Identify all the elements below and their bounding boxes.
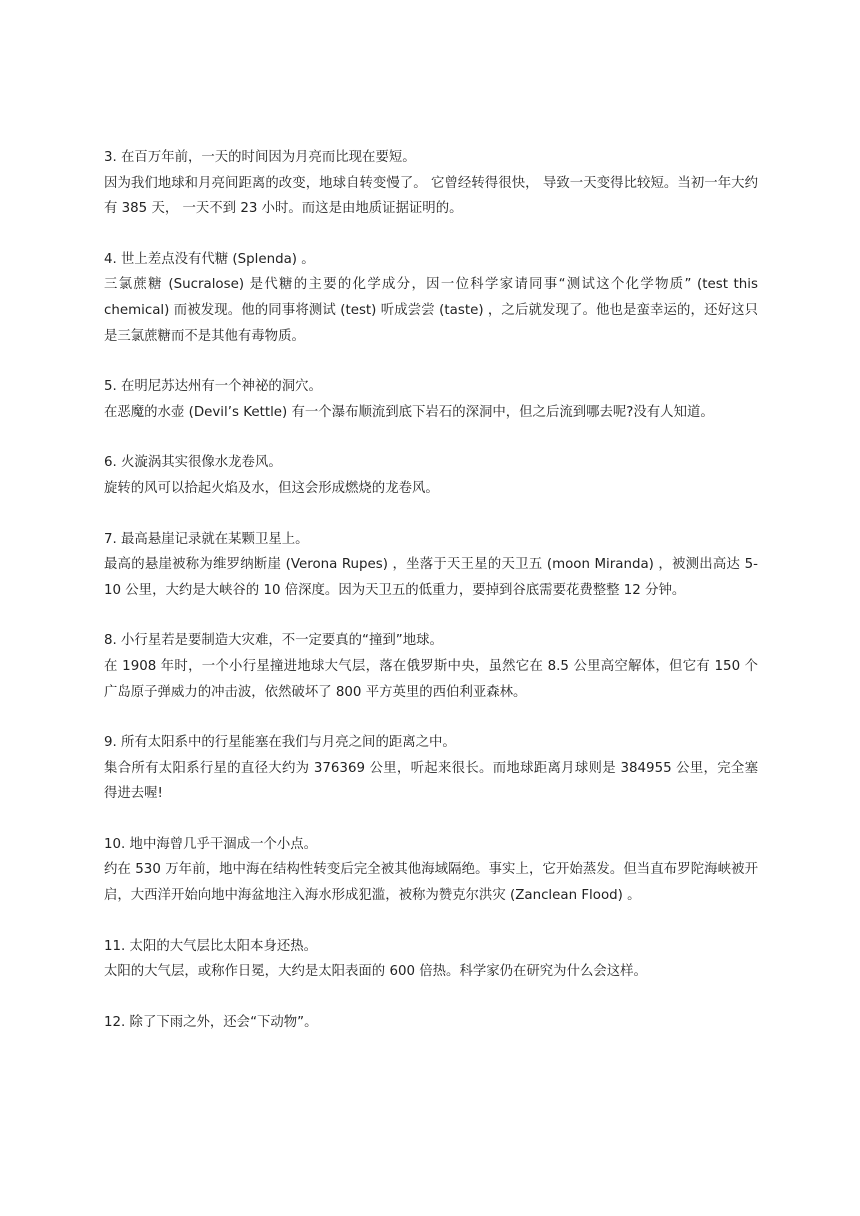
fact-body: 因为我们地球和月亮间距离的改变，地球自转变慢了。 它曾经转得很快， 导致一天变得比较短。当初一年大约有 385 天， 一天不到 23 小时。而这是由地质证据证明的。 [104,175,758,217]
fact-body: 集合所有太阳系行星的直径大约为 376369 公里，听起来很长。而地球距离月球则是 384955 公里，完全塞得进去喔! [104,760,758,802]
fact-title: 7. 最高悬崖记录就在某颗卫星上。 [104,531,309,547]
fact-item [104,145,758,222]
fact-item [104,730,758,807]
fact-title: 11. 太阳的大气层比太阳本身还热。 [104,938,318,954]
fact-title: 12. 除了下雨之外，还会“下动物”。 [104,1014,318,1030]
fact-title: 4. 世上差点没有代糖 (Splenda) 。 [104,251,315,267]
fact-item [104,527,758,604]
fact-body: 在恶魔的水壶 (Devil’s Kettle) 有一个瀑布顺流到底下岩石的深洞中，但之后流到哪去呢?没有人知道。 [104,404,714,420]
document-content [104,145,758,1035]
fact-title: 5. 在明尼苏达州有一个神祕的洞穴。 [104,379,322,395]
fact-title: 6. 火漩涡其实很像水龙卷风。 [104,455,282,471]
fact-item [104,450,758,501]
fact-title: 9. 所有太阳系中的行星能塞在我们与月亮之间的距离之中。 [104,735,456,751]
fact-body: 旋转的风可以拾起火焰及水，但这会形成燃烧的龙卷风。 [104,480,439,496]
fact-item [104,934,758,985]
fact-title: 8. 小行星若是要制造大灾难，不一定要真的“撞到”地球。 [104,633,443,649]
fact-item [104,374,758,425]
fact-body: 最高的悬崖被称为维罗纳断崖 (Verona Rupes) ，坐落于天王星的天卫五 (moon Miranda) ，被测出高达 5-10 公里，大约是大峡谷的 10 倍深度。因为天卫五的低重力，要掉到谷底需要花费整整 12 分钟。 [104,557,758,598]
fact-item [104,247,758,349]
fact-body: 在 1908 年时，一个小行星撞进地球大气层，落在俄罗斯中央，虽然它在 8.5 公里高空解体，但它有 150 个广岛原子弹威力的冲击波，依然破坏了 800 平方英里的西伯利亚森林。 [104,658,758,700]
fact-body: 约在 530 万年前，地中海在结构性转变后完全被其他海域隔绝。事实上，它开始蒸发。但当直布罗陀海峡被开启，大西洋开始向地中海盆地注入海水形成犯滥，被称为赞克尔洪灾 (Zanclean Flood) 。 [104,862,758,904]
fact-title: 3. 在百万年前，一天的时间因为月亮而比现在要短。 [104,150,416,165]
fact-item [104,832,758,909]
fact-title: 10. 地中海曾几乎干涸成一个小点。 [104,836,318,852]
fact-body: 三氯蔗糖 (Sucralose) 是代糖的主要的化学成分，因一位科学家请同事“测试这个化学物质” (test this chemical) 而被发现。他的同事将测试 (test) 听成尝尝 (taste) ，之后就发现了。他也是蛮幸运的，还好这只是三氯蔗糖而不是其他有毒物质。 [104,277,758,344]
fact-item [104,628,758,705]
fact-body: 太阳的大气层，或称作日冕，大约是太阳表面的 600 倍热。科学家仍在研究为什么会这样。 [104,964,647,980]
fact-item [104,1010,758,1036]
